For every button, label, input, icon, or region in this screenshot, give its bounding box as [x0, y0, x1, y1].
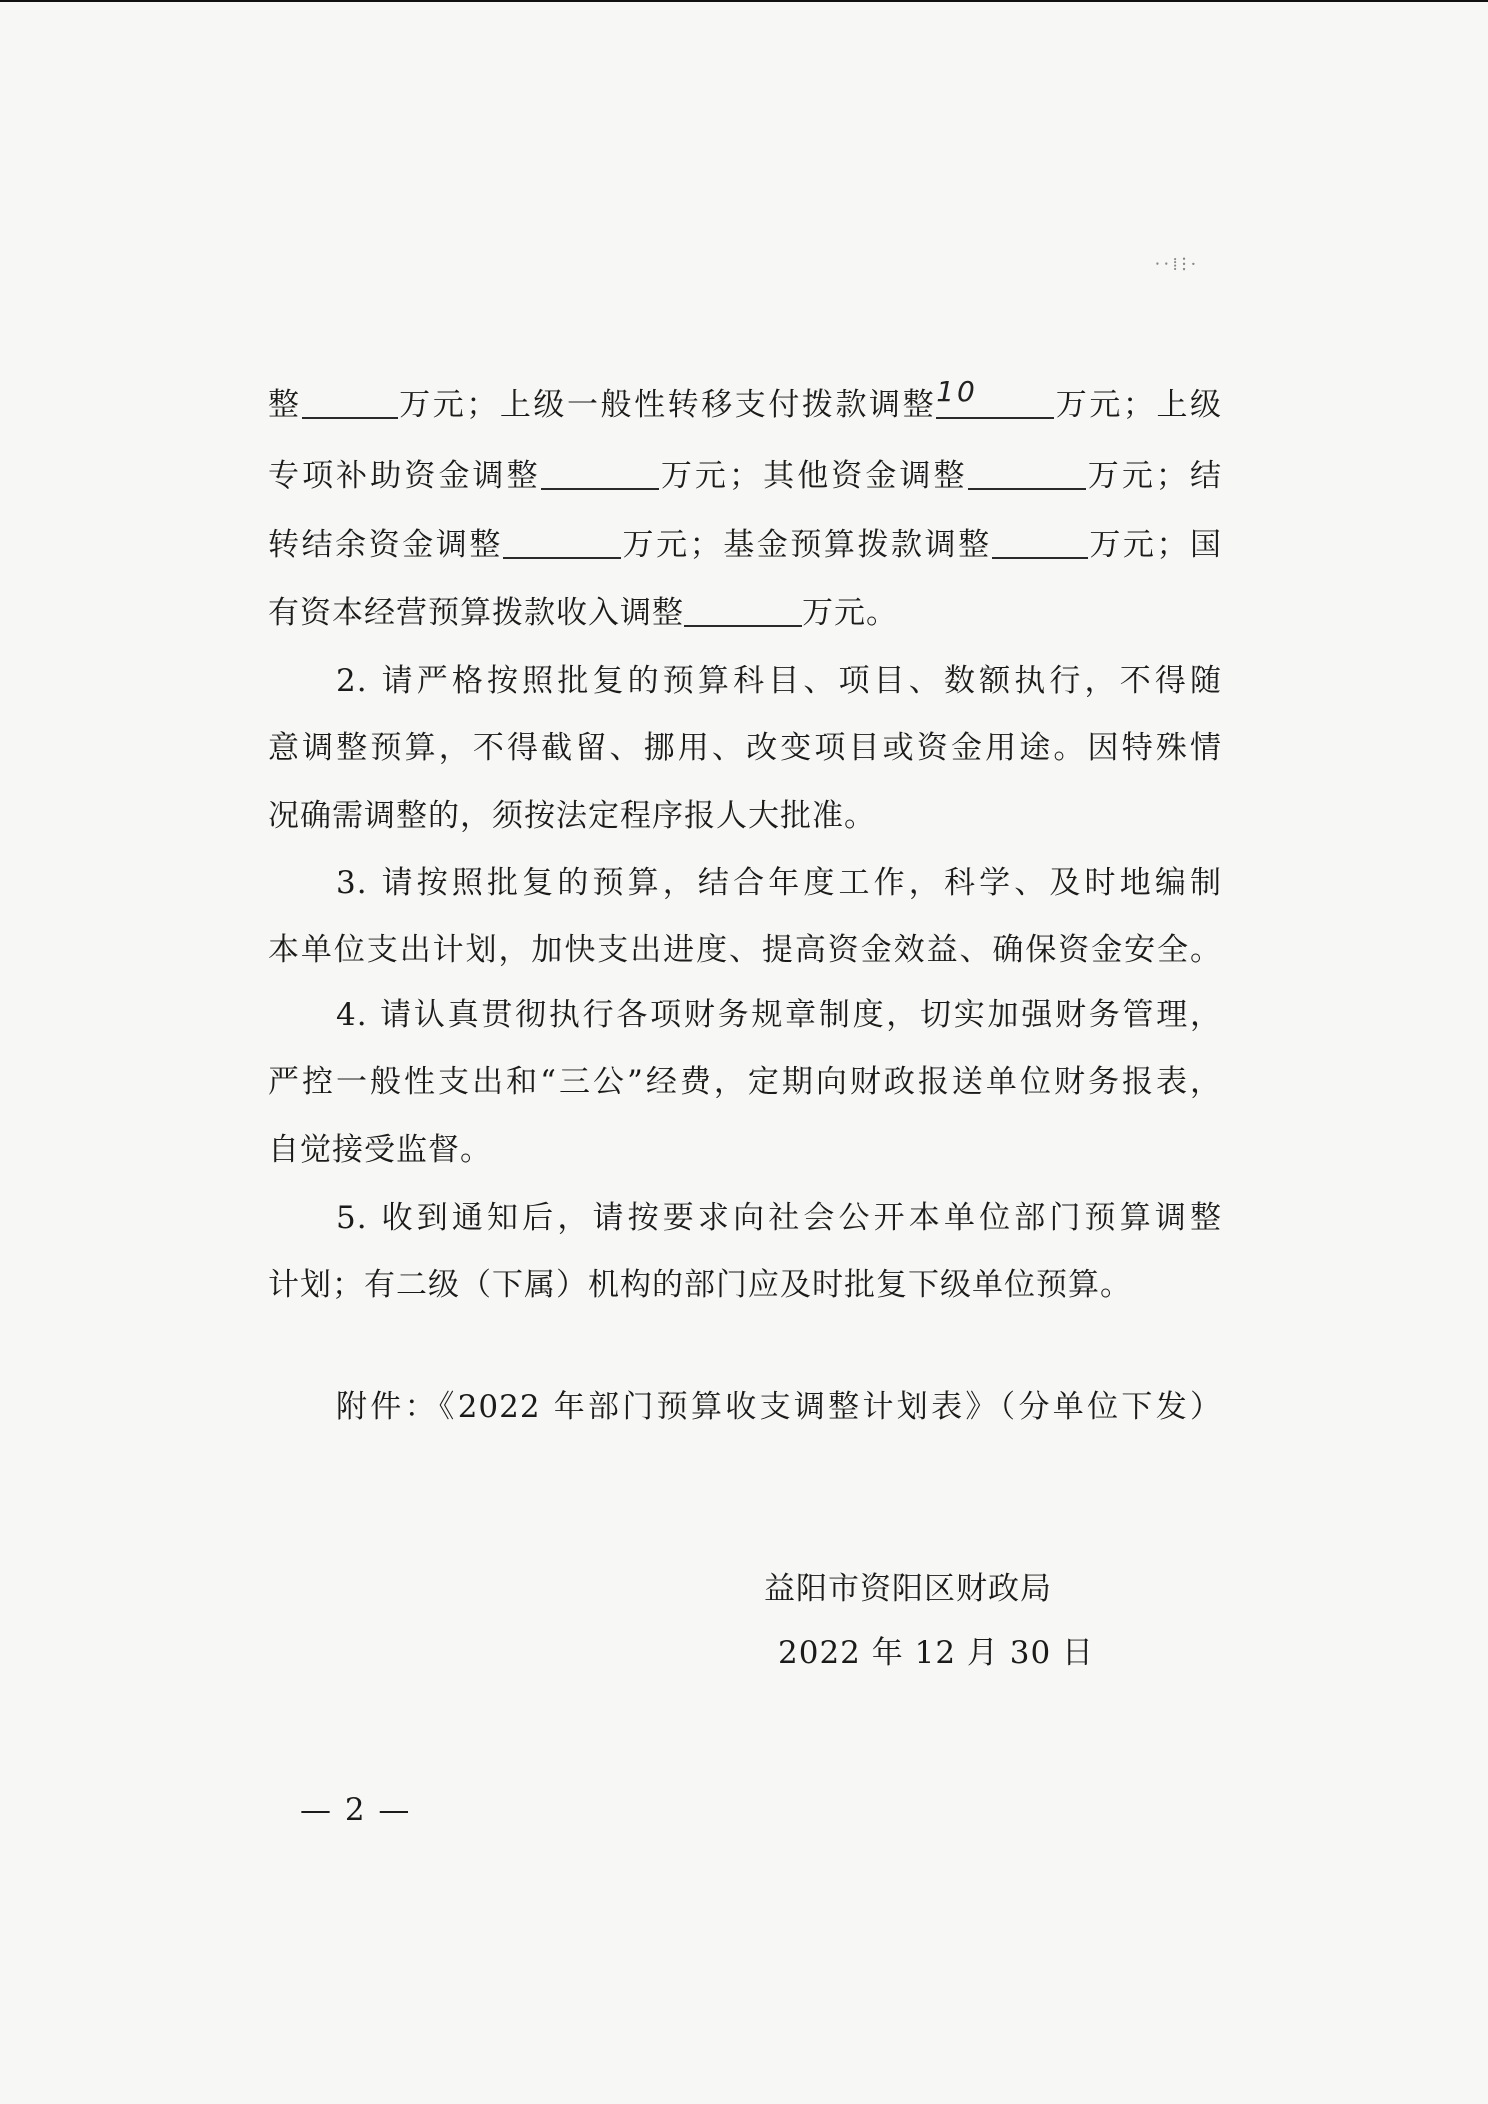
- text-fragment: 专项补助资金调整: [268, 458, 541, 494]
- paragraph-5-line-1: 5. 收到通知后，请按要求向社会公开本单位部门预算调整: [336, 1200, 1222, 1236]
- paragraph-4-line-2: 严控一般性支出和“三公”经费，定期向财政报送单位财务报表，: [268, 1064, 1222, 1100]
- blank-field: [302, 387, 398, 419]
- text-fragment: 有资本经营预算拨款收入调整: [268, 595, 684, 631]
- paragraph-4-line-3: 自觉接受监督。: [268, 1132, 492, 1168]
- text-line-2: [268, 453, 1222, 499]
- paragraph-4-line-1: 4. 请认真贯彻执行各项财务规章制度，切实加强财务管理，: [336, 997, 1222, 1033]
- text-fragment: 转结余资金调整: [268, 527, 503, 563]
- paragraph-2-line-1: 2. 请严格按照批复的预算科目、项目、数额执行，不得随: [336, 663, 1222, 699]
- paragraph-3-line-2: 本单位支出计划，加快支出进度、提高资金效益、确保资金安全。: [268, 932, 1222, 968]
- handwritten-value: 10: [936, 375, 978, 408]
- text-line-3: [268, 522, 1222, 568]
- text-line-1: [268, 375, 1223, 428]
- text-fragment: 万元；其他资金调整: [658, 458, 968, 494]
- text-fragment: 万元；上级一般性转移支付拨款调整: [397, 387, 937, 423]
- text-line-4: [268, 590, 1222, 636]
- text-fragment: 万元；国: [1087, 527, 1223, 563]
- text-fragment: 万元。: [802, 595, 898, 631]
- blank-field: [541, 458, 659, 490]
- blank-field: [968, 458, 1086, 490]
- paragraph-3-line-1: 3. 请按照批复的预算，结合年度工作，科学、及时地编制: [336, 865, 1222, 901]
- blank-field-filled: [936, 375, 1054, 419]
- blank-field: [684, 595, 802, 627]
- scan-marks: ⸱⸱⁞⁝·: [1155, 254, 1201, 275]
- paragraph-2-line-2: 意调整预算，不得截留、挪用、改变项目或资金用途。因特殊情: [268, 730, 1222, 766]
- paragraph-2-line-3: 况确需调整的，须按法定程序报人大批准。: [268, 798, 876, 834]
- blank-field: [503, 527, 621, 559]
- attachment-note: 附件：《2022 年部门预算收支调整计划表》（分单位下发）: [336, 1389, 1222, 1425]
- blank-field: [992, 527, 1088, 559]
- text-fragment: 万元；结: [1085, 458, 1223, 494]
- text-fragment: 整: [268, 387, 302, 423]
- text-fragment: 万元；上级: [1054, 387, 1223, 423]
- issuing-organization: 益阳市资阳区财政局: [764, 1571, 1052, 1607]
- paragraph-5-line-2: 计划；有二级（下属）机构的部门应及时批复下级单位预算。: [268, 1267, 1132, 1303]
- issue-date: 2022 年 12 月 30 日: [778, 1635, 1095, 1671]
- page-number: — 2 —: [300, 1792, 412, 1828]
- text-fragment: 万元；基金预算拨款调整: [620, 527, 992, 563]
